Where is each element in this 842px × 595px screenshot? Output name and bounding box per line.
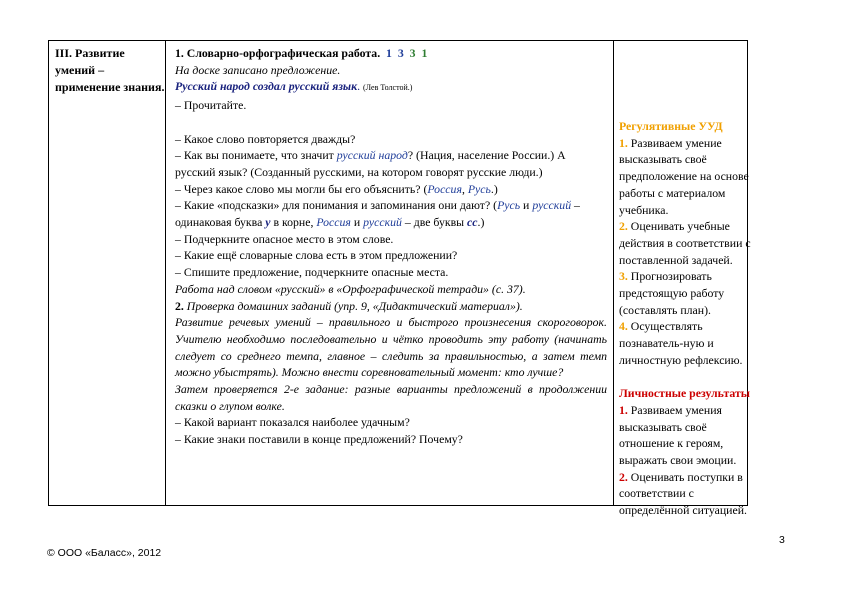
board-sentence: Русский народ создал русский язык. (Лев Толстой.) — [175, 79, 413, 94]
personal-title: Личностные результаты — [619, 386, 750, 401]
task2-note: Затем проверяется 2-е задание: разные варианты предложений в продолжении сказки о глупом волке. — [175, 382, 607, 413]
heading-num: 3 — [397, 46, 404, 60]
question: – Через какое слово мы могли бы его объяснить? (Россия, Русь.) — [175, 181, 498, 196]
heading-num: 1 — [421, 46, 428, 60]
question: – Какое слово повторяется дважды? — [175, 131, 356, 146]
regulative-item: 3. Прогнозировать предстоящую работу (составлять план). — [619, 269, 725, 317]
question: – Какие «подсказки» для понимания и запоминания они дают? (Русь и русский – одинаковая буква у в корне, Россия и русский – две буквы сс.) — [175, 198, 580, 230]
question: – Спишите предложение, подчеркните опасные места. — [175, 265, 449, 280]
question: – Какие знаки поставили в конце предложений? Почему? — [175, 432, 463, 447]
column-divider — [613, 41, 614, 505]
regulative-item: 4. Осуществлять познаватель-ную и личностную рефлексию. — [619, 319, 743, 367]
author-note: (Лев Толстой.) — [363, 83, 413, 93]
column-divider — [165, 41, 166, 505]
heading-num: 3 — [409, 46, 416, 60]
regulative-item: 2. Оценивать учебные действия в соответствии с поставленной задачей. — [619, 219, 751, 267]
page-number: 3 — [779, 534, 785, 546]
lesson-table — [48, 40, 751, 518]
task-heading: 1. Словарно-орфографическая работа. 1 3 3 1 — [175, 46, 428, 60]
line-read: – Прочитайте. — [175, 98, 247, 113]
personal-item: 1. Развиваем умения высказывать своё отношение к героям, выражать свои эмоции. — [619, 402, 737, 468]
regulative-item: 1. Развиваем умение высказывать своё предположение на основе работы с материалом учебника. — [619, 135, 749, 217]
question: – Какой вариант показался наиболее удачным? — [175, 415, 410, 430]
activity-cell — [175, 45, 607, 448]
speech-note: Развитие речевых умений – правильного и быстрого произнесения скороговорок. Учителю необходимо последовательно и чётко проводить эту работу (начинать следует со среднего темпа, главное – следить за правильностью, а затем темп можно убыстрять). Можно внести соревновательный момент: кто лучше? — [175, 315, 607, 380]
question: – Какие ещё словарные слова есть в этом предложении? — [175, 248, 458, 263]
copyright-footer: © ООО «Баласс», 2012 — [47, 547, 162, 559]
personal-item: 2. Оценивать поступки в соответствии с определённой ситуацией. — [619, 469, 747, 518]
question: – Как вы понимаете, что значит русский народ? (Нация, население России.) А русский язык? (Созданный русскими, на котором говорят русские люди.) — [175, 148, 566, 179]
homework-heading: 2. Проверка домашних заданий (упр. 9, «Дидактический материал»). — [175, 298, 523, 313]
outcomes-cell — [619, 118, 751, 519]
question: – Подчеркните опасное место в этом слове. — [175, 231, 394, 246]
board-note: На доске записано предложение. — [175, 62, 341, 77]
heading-num: 1 — [386, 46, 392, 60]
stage-cell: III. Развитие умений – применение знания. — [55, 46, 165, 94]
work-note: Работа над словом «русский» в «Орфографической тетради» (с. 37). — [175, 281, 526, 296]
regulative-title: Регулятивные УУД — [619, 119, 723, 133]
